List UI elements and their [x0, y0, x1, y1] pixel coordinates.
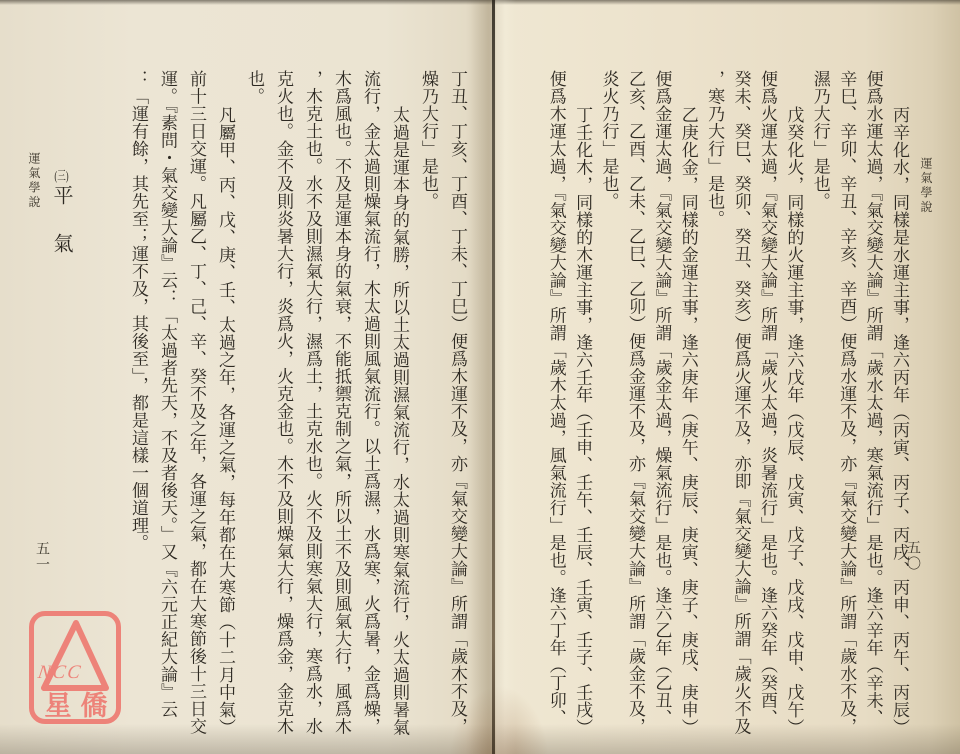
text-column: 濕乃大行」是也。 — [810, 70, 830, 210]
text-column: 炎火乃行」是也。 — [599, 70, 619, 210]
book-binding-gutter — [492, 0, 495, 754]
left-page-number: 五一 — [34, 541, 49, 573]
text-column: 流行，金太過則燥氣流行，木太過則風氣流行。以土爲濕，水爲寒，火爲暑，金爲燥， — [361, 70, 380, 735]
text-column: 丁壬化木，同樣的木運主事，逢六壬年（壬申、壬午、壬辰、壬寅、壬子、壬戌） — [573, 106, 593, 736]
text-column: 癸未、癸巳、癸卯、癸丑、癸亥）便爲火運不及，亦即『氣交變大論』所謂「歲火不及 — [731, 70, 751, 735]
text-column: 木爲風也。不及是運本身的氣衰，不能抵禦克制之氣，所以土不及則風氣大行，風爲木 — [332, 70, 351, 735]
text-column: 乙庚化金，同樣的金運主事，逢六庚年（庚午、庚辰、庚寅、庚子、庚戌、庚申） — [678, 106, 698, 736]
text-column: 便爲木運太過，『氣交變大論』所謂「歲木太過，風氣流行」是也。逢六丁年（丁卯、 — [546, 70, 566, 727]
text-column: 乙亥、乙酉、乙未、乙巳、乙卯）便爲金運不及，亦『氣交變大論』所謂「歲金不及， — [625, 70, 645, 735]
section-heading-title: 平 氣 — [50, 185, 72, 257]
text-column: 便爲金運太過，『氣交變大論』所謂「歲金太過，燥氣流行」是也。逢六乙年（乙丑、 — [652, 70, 672, 727]
text-column: ，寒乃大行」是也。 — [705, 70, 725, 228]
text-column: 便爲火運太過，『氣交變大論』所謂「歲火太過，炎暑流行」是也。逢六癸年（癸酉、 — [757, 70, 777, 727]
left-page-text-block — [124, 70, 472, 752]
publisher-stamp — [29, 611, 121, 724]
text-column: ：「運有餘，其先至；運不及，其後至」，都是這樣一個道理。 — [129, 70, 148, 552]
section-heading — [47, 169, 76, 299]
text-column: 凡屬甲、丙、戊、庚、壬、太過之年，各運之氣，每年都在大寒節（十二月中氣） — [216, 106, 235, 736]
text-column: 太過是運本身的氣勝，所以土太過則濕氣流行，水太過則寒氣流行，火太過則暑氣 — [390, 106, 409, 736]
right-page — [497, 0, 960, 754]
stamp-ncc-text: NCC — [36, 662, 84, 683]
text-column: 丁丑、丁亥、丁酉、丁未、丁巳）便爲木運不及，亦『氣交變大論』所謂「歲木不及， — [448, 70, 467, 735]
text-column: 便爲水運太過，『氣交變大論』所謂「歲水太過，寒氣流行」是也。逢六辛年（辛未、 — [863, 70, 883, 727]
text-column: 辛巳、辛卯、辛丑、辛亥、辛酉）便爲水運不及，亦『氣交變大論』所謂「歲水不及， — [837, 70, 857, 735]
text-column: 克火也。金不及則炎暑大行，炎爲火，火克金也。木不及則燥氣大行，燥爲金，金克木 — [274, 70, 293, 735]
text-column: 戊癸化火，同樣的火運主事，逢六戊年（戊辰、戊寅、戊子、戊戌、戊申、戊午） — [784, 106, 804, 736]
text-column: 燥乃大行」是也。 — [419, 70, 438, 210]
stamp-cjk-text: 星僑 — [44, 691, 117, 721]
text-column: 丙辛化水，同樣是水運主事，逢六丙年（丙寅、丙子、丙戌、丙申、丙午、丙辰） — [890, 106, 909, 736]
section-heading-number: (三) — [54, 169, 69, 182]
text-column: 前十三日交運。凡屬乙、丁、己、辛、癸不及之年，各運之氣，都在大寒節後十三日交 — [187, 70, 206, 735]
text-column: 也。 — [245, 70, 264, 105]
right-page-text-block — [541, 70, 912, 752]
right-page-number: 五〇 — [905, 540, 920, 572]
text-column: 運。『素問・氣交變大論』云：「太過者先天，不及者後天。」又『六元正紀大論』云 — [158, 70, 177, 718]
text-column: ，木克土也。水不及則濕氣大行，濕爲土，土克水也。火不及則寒氣大行，寒爲水，水 — [303, 70, 322, 735]
right-page-running-header: 運氣學說 — [919, 157, 933, 215]
left-page-running-header: 運氣學說 — [27, 152, 41, 210]
